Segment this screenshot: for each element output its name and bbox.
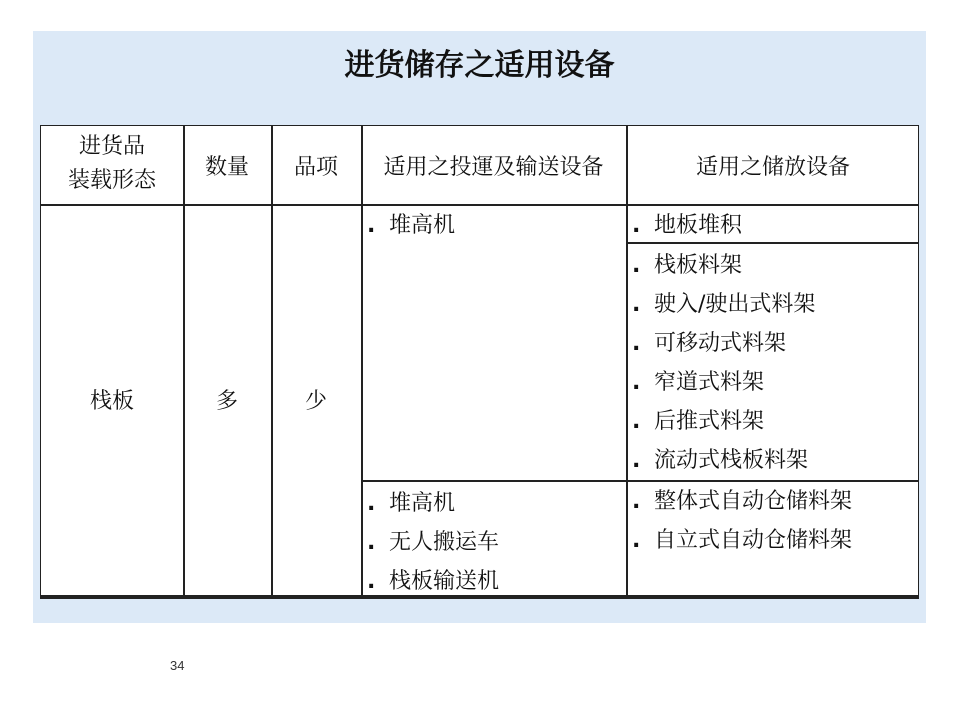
bullet-marker: .: [632, 370, 641, 395]
bullet-marker: .: [632, 409, 641, 434]
list-item: [632, 402, 815, 441]
bullet-marker: .: [632, 489, 641, 514]
bullet-marker: .: [367, 491, 376, 516]
slide-title: 进货储存之适用设备: [344, 48, 615, 83]
list-item: [632, 246, 815, 285]
list-item-label: 流动式栈板料架: [654, 448, 809, 473]
list-item: [632, 285, 815, 324]
storage-list-1: [632, 206, 742, 245]
header-load-form-line2: 装载形态: [67, 168, 156, 193]
header-load-form: [41, 130, 183, 198]
handling-list-1: [367, 206, 455, 245]
list-item-label: 后推式料架: [654, 409, 765, 434]
list-item-label: 堆高机: [389, 213, 456, 238]
list-item-label: 整体式自动仓储料架: [654, 489, 853, 514]
list-item: [632, 441, 815, 480]
list-item-label: 地板堆积: [654, 213, 743, 238]
cell-items: 少: [304, 389, 327, 414]
cell-load-form: 栈板: [89, 389, 134, 414]
list-item-label: 栈板料架: [654, 253, 743, 278]
column-divider: [271, 126, 273, 595]
bullet-marker: .: [632, 213, 641, 238]
list-item: [367, 562, 499, 601]
handling-list-2: [367, 484, 499, 601]
list-item: [632, 206, 742, 245]
list-item-label: 驶入/驶出式料架: [654, 292, 816, 317]
equipment-table: [40, 125, 919, 599]
list-item-label: 堆高机: [389, 491, 456, 516]
page-number: 34: [170, 658, 185, 673]
list-item: [632, 324, 815, 363]
list-item: [632, 482, 852, 521]
list-item-label: 栈板输送机: [389, 569, 500, 594]
column-divider: [183, 126, 185, 595]
bullet-marker: .: [367, 530, 376, 555]
bullet-marker: .: [367, 569, 376, 594]
storage-list-3: [632, 482, 852, 560]
bullet-marker: .: [632, 292, 641, 317]
bullet-marker: .: [632, 253, 641, 278]
header-handling-equipment: 适用之投運及输送设备: [383, 155, 604, 180]
list-item-label: 无人搬运车: [389, 530, 500, 555]
header-storage-equipment: 适用之储放设备: [695, 155, 850, 180]
bullet-marker: .: [367, 213, 376, 238]
list-item: [367, 523, 499, 562]
header-divider: [41, 204, 918, 206]
storage-list-2: [632, 246, 815, 480]
column-divider: [626, 126, 628, 595]
list-item: [367, 484, 499, 523]
bullet-marker: .: [632, 448, 641, 473]
header-items: 品项: [293, 155, 338, 180]
column-divider: [361, 126, 363, 595]
bullet-marker: .: [632, 331, 641, 356]
cell-quantity: 多: [215, 389, 238, 414]
list-item-label: 窄道式料架: [654, 370, 765, 395]
list-item-label: 自立式自动仓储料架: [654, 528, 853, 553]
bullet-marker: .: [632, 528, 641, 553]
header-load-form-line1: 进货品: [78, 134, 145, 159]
list-item: [632, 521, 852, 560]
list-item: [367, 206, 455, 245]
list-item-label: 可移动式料架: [654, 331, 787, 356]
list-item: [632, 363, 815, 402]
header-quantity: 数量: [204, 155, 249, 180]
